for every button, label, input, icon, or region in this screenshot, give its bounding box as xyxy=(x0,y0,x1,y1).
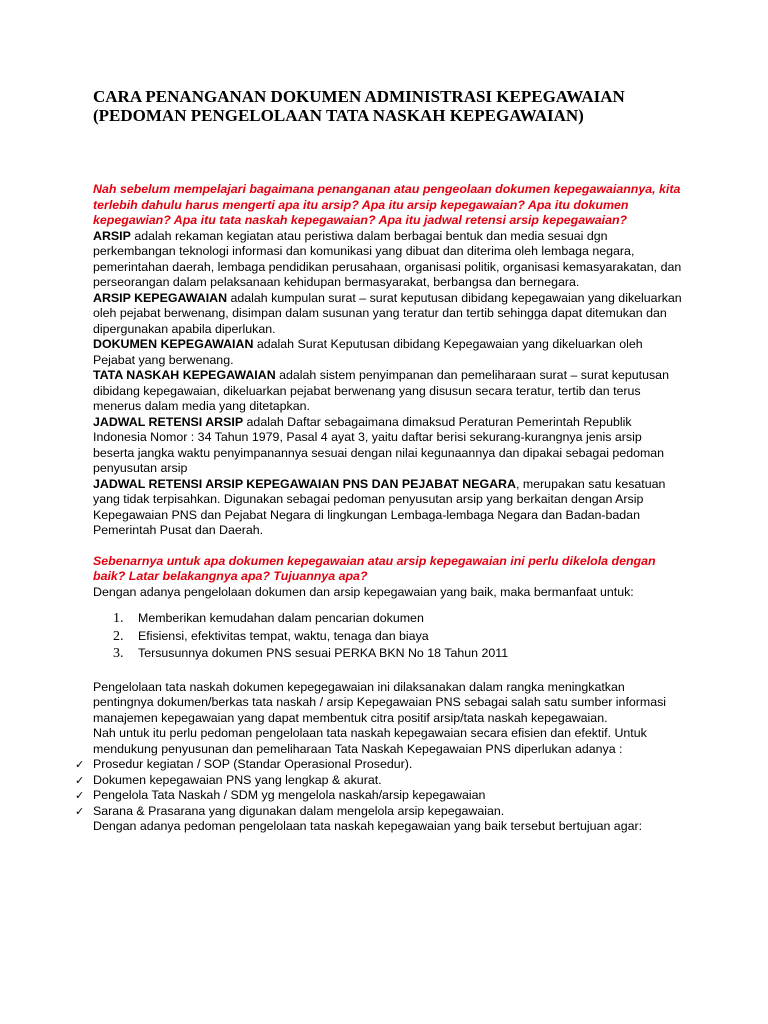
list-item xyxy=(75,757,683,773)
definition-jadwal-retensi xyxy=(93,415,683,477)
list-text: Memberikan kemudahan dalam pencarian dokumen xyxy=(138,611,424,625)
paragraph-1: Pengelolaan tata naskah dokumen kepegegawaian ini dilaksanakan dalam rangka meningkatkan pentingnya dokumen/berkas tata naskah / arsip Kepegawaian PNS sebagai salah satu sumber informasi manajemen kepegawaian yang dapat membentuk citra positif arsip/tata naskah kepegawaian. xyxy=(93,679,667,725)
spacer xyxy=(93,663,683,680)
document-title xyxy=(93,87,733,125)
title-line-2: (PEDOMAN PENGELOLAAN TATA NASKAH KEPEGAWAIAN) xyxy=(93,106,584,125)
list-text: Tersusunnya dokumen PNS sesuai PERKA BKN No 18 Tahun 2011 xyxy=(138,646,509,660)
definition-term: ARSIP KEPEGAWAIAN xyxy=(93,290,228,305)
list-number: 2. xyxy=(113,628,124,644)
list-item xyxy=(75,804,683,820)
definition-text: adalah rekaman kegiatan atau peristiwa dalam berbagai bentuk dan media sesuai dgn perkembangan teknologi informasi dan komunikasi yang dibuat dan diterima oleh lembaga negara, pemerintahan daerah, lembaga pendidikan perusahaan, organisasi politik, organisasi kemasyarakatan, dan perseorangan dalam pelaksanaan kehidupan bermasyarakat, berbangsa dan bernegara. xyxy=(93,228,682,289)
definition-dokumen-kepegawaian xyxy=(93,337,683,368)
list-item xyxy=(75,773,683,789)
definition-text: adalah sistem penyimpanan dan pemeliharaan surat – surat keputusan dibidang kepegawaian, dikeluarkan pejabat berwenang yang disusun secara teratur, tertib dan terus menerus dalam media yang ditetapkan. xyxy=(93,368,669,413)
definition-term: TATA NASKAH KEPEGAWAIAN xyxy=(93,368,276,382)
list-number: 1. xyxy=(113,611,124,626)
definition-text: adalah Surat Keputusan dibidang Kepegawaian yang dikeluarkan oleh Pejabat yang berwenang. xyxy=(93,337,643,367)
definition-term: DOKUMEN KEPEGAWAIAN xyxy=(93,337,254,351)
definition-term: ARSIP xyxy=(93,228,131,243)
list-number: 3. xyxy=(113,646,124,661)
list-text: Sarana & Prasarana yang digunakan dalam mengelola arsip kepegawaian. xyxy=(93,803,505,818)
checkmark-icon: ✓ xyxy=(75,804,85,818)
list-item xyxy=(93,610,683,628)
paragraph-2: Nah untuk itu perlu pedoman pengelolaan tata naskah kepegawaian secara efisien dan efektif. Untuk mendukung penyusunan dan pemeliharaan Tata Naskah Kepegawaian PNS diperlukan adanya : xyxy=(93,726,647,756)
definition-term: JADWAL RETENSI ARSIP KEPEGAWAIAN PNS DAN PEJABAT NEGARA xyxy=(93,476,516,491)
requirement-list xyxy=(75,757,683,819)
checkmark-icon: ✓ xyxy=(75,773,85,787)
definition-arsip-kepegawaian xyxy=(93,291,683,338)
paragraph-3: Dengan adanya pedoman pengelolaan tata naskah kepegawaian yang baik tersebut bertujuan agar: xyxy=(93,819,643,833)
list-text: Efisiensi, efektivitas tempat, waktu, tenaga dan biaya xyxy=(138,628,429,643)
purpose-question: Sebenarnya untuk apa dokumen kepegawaian atau arsip kepegawaian ini perlu dikelola dengan baik? Latar belakangnya apa? Tujuannya apa? xyxy=(93,553,656,583)
list-item xyxy=(93,628,683,646)
definition-tata-naskah xyxy=(93,368,683,415)
list-item xyxy=(75,788,683,804)
checkmark-icon: ✓ xyxy=(75,789,85,802)
title-line-1: CARA PENANGANAN DOKUMEN ADMINISTRASI KEPEGAWAIAN xyxy=(93,87,625,106)
list-text: Prosedur kegiatan / SOP (Standar Operasional Prosedur). xyxy=(93,757,413,771)
definition-arsip xyxy=(93,229,683,291)
list-item xyxy=(93,645,683,663)
benefit-intro: Dengan adanya pengelolaan dokumen dan arsip kepegawaian yang baik, maka bermanfaat untuk: xyxy=(93,584,634,599)
spacer xyxy=(93,539,683,554)
definition-term: JADWAL RETENSI ARSIP xyxy=(93,414,244,429)
intro-question: Nah sebelum mempelajari bagaimana penanganan atau pengeolaan dokumen kepegawaiannya, kita terlebih dahulu harus mengerti apa itu arsip? Apa itu arsip kepegawaian? Apa itu dokumen kepegawian? Apa itu tata naskah kepegawaian? Apa itu jadwal retensi arsip kepegawaian? xyxy=(93,182,681,227)
definition-jadwal-retensi-pns xyxy=(93,477,683,539)
definition-text: adalah kumpulan surat – surat keputusan dibidang kepegawaian yang dikeluarkan oleh pejabat berwenang, disimpan dalam susunan yang teratur dan tertib sehingga dapat ditemukan dan dipergunakan apabila diperlukan. xyxy=(93,290,682,336)
list-text: Dokumen kepegawaian PNS yang lengkap & akurat. xyxy=(93,772,382,787)
document-body xyxy=(75,182,683,835)
benefit-list xyxy=(93,610,683,663)
definition-text: adalah Daftar sebagaimana dimaksud Peraturan Pemerintah Republik Indonesia Nomor : 34 Tahun 1979, Pasal 4 ayat 3, yaitu daftar berisi sekurang-kurangnya jenis arsip beserta jangka waktu penyimpanannya sesuai dengan nilai kegunaannya dan dipakai sebagai pedoman penyusutan arsip xyxy=(93,414,665,475)
definition-text: , merupakan satu kesatuan yang tidak terpisahkan. Digunakan sebagai pedoman penyusutan arsip yang berkaitan dengan Arsip Kepegawaian PNS dan Pejabat Negara di lingkungan Lembaga-lembaga Negara dan Badan-badan Pemerintah Pusat dan Daerah. xyxy=(93,476,666,537)
checkmark-icon: ✓ xyxy=(75,758,85,771)
list-text: Pengelola Tata Naskah / SDM yg mengelola naskah/arsip kepegawaian xyxy=(93,788,486,802)
